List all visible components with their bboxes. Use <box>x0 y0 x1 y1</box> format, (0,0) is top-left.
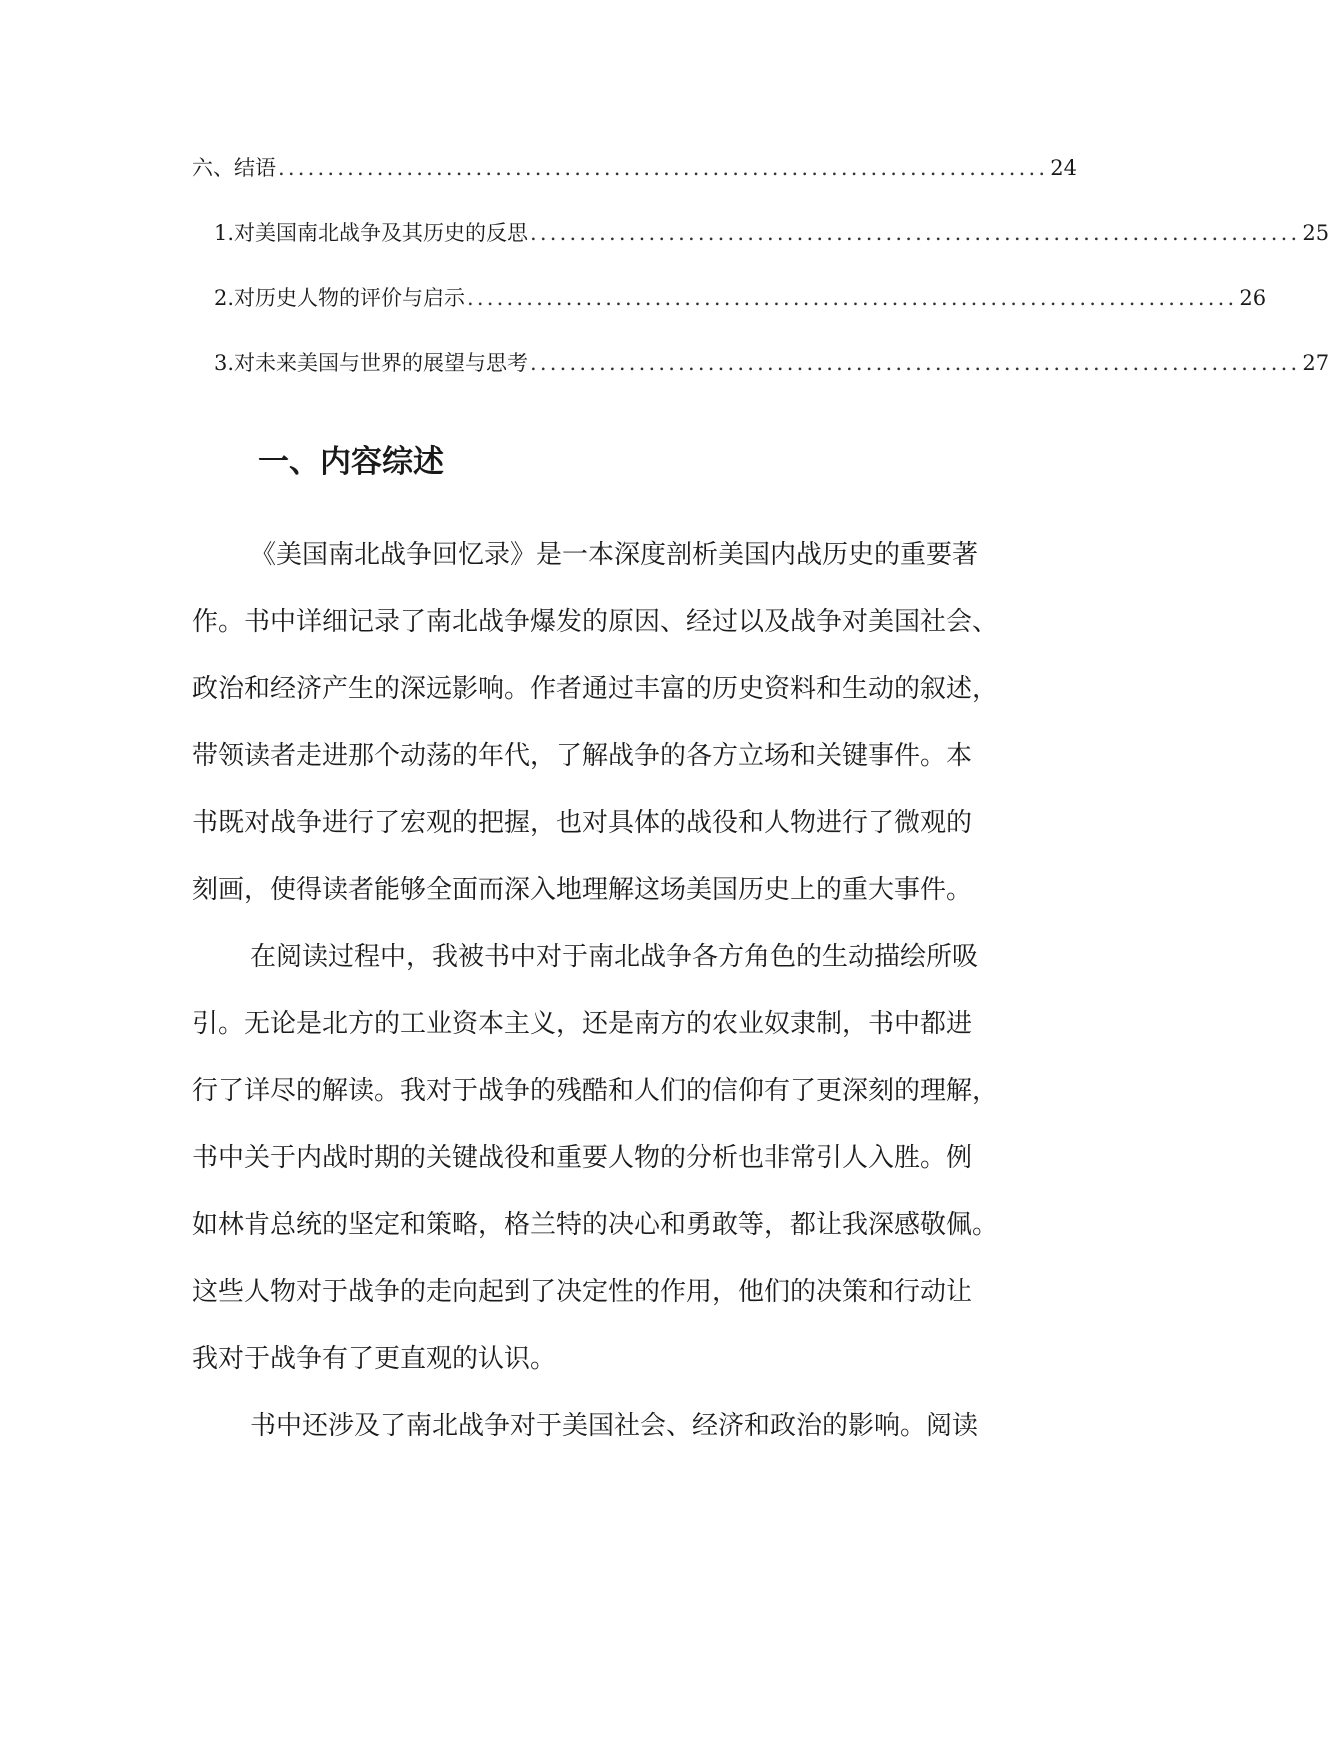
body-text-line: 行了详尽的解读。我对于战争的残酷和人们的信仰有了更深刻的理解， <box>192 1076 999 1106</box>
section-heading: 一、内容综述 <box>258 444 444 480</box>
toc-dot-leader: .............................................................................. <box>278 156 1049 180</box>
body-text-line: 如林肯总统的坚定和策略，格兰特的决心和勇敢等，都让我深感敬佩。 <box>192 1210 999 1240</box>
body-text-line: 书既对战争进行了宏观的把握，也对具体的战役和人物进行了微观的 <box>192 808 973 838</box>
toc-entry-label: 对美国南北战争及其历史的反思 <box>234 221 529 245</box>
body-text-line: 书中还涉及了南北战争对于美国社会、经济和政治的影响。阅读 <box>250 1411 979 1441</box>
toc-entry[interactable] <box>214 282 1267 314</box>
toc-dot-leader: .............................................................................. <box>530 351 1301 375</box>
toc-entry[interactable] <box>214 347 1329 379</box>
body-text-line: 作。书中详细记录了南北战争爆发的原因、经过以及战争对美国社会、 <box>192 607 999 637</box>
toc-entry-label: 对历史人物的评价与启示 <box>234 286 466 310</box>
toc-dot-leader: .............................................................................. <box>467 286 1238 310</box>
body-text-line: 《美国南北战争回忆录》是一本深度剖析美国内战历史的重要著 <box>250 540 979 570</box>
body-text-line: 带领读者走进那个动荡的年代，了解战争的各方立场和关键事件。本 <box>192 741 973 771</box>
toc-page-number: 26 <box>1239 286 1267 310</box>
body-text-line: 引。无论是北方的工业资本主义，还是南方的农业奴隶制，书中都进 <box>192 1009 973 1039</box>
body-text-line: 我对于战争有了更直观的认识。 <box>192 1344 557 1374</box>
toc-page-number: 27 <box>1302 351 1329 375</box>
toc-entry[interactable] <box>192 152 1078 184</box>
toc-page-number: 25 <box>1302 221 1329 245</box>
body-text-line: 政治和经济产生的深远影响。作者通过丰富的历史资料和生动的叙述， <box>192 674 999 704</box>
toc-entry-label: 对未来美国与世界的展望与思考 <box>234 351 529 375</box>
body-text-line: 这些人物对于战争的走向起到了决定性的作用，他们的决策和行动让 <box>192 1277 973 1307</box>
toc-dot-leader: .............................................................................. <box>530 221 1301 245</box>
toc-page-number: 24 <box>1050 156 1078 180</box>
body-text-line: 书中关于内战时期的关键战役和重要人物的分析也非常引人入胜。例 <box>192 1143 973 1173</box>
toc-entry-label: 六、结语 <box>192 156 276 180</box>
toc-entry[interactable] <box>214 217 1329 249</box>
toc-entry-number: 1. <box>214 221 235 245</box>
body-text-line: 在阅读过程中，我被书中对于南北战争各方角色的生动描绘所吸 <box>250 942 979 972</box>
toc-entry-number: 2. <box>214 286 235 310</box>
toc-entry-number: 3. <box>214 351 235 375</box>
body-text-line: 刻画，使得读者能够全面而深入地理解这场美国历史上的重大事件。 <box>192 875 973 905</box>
